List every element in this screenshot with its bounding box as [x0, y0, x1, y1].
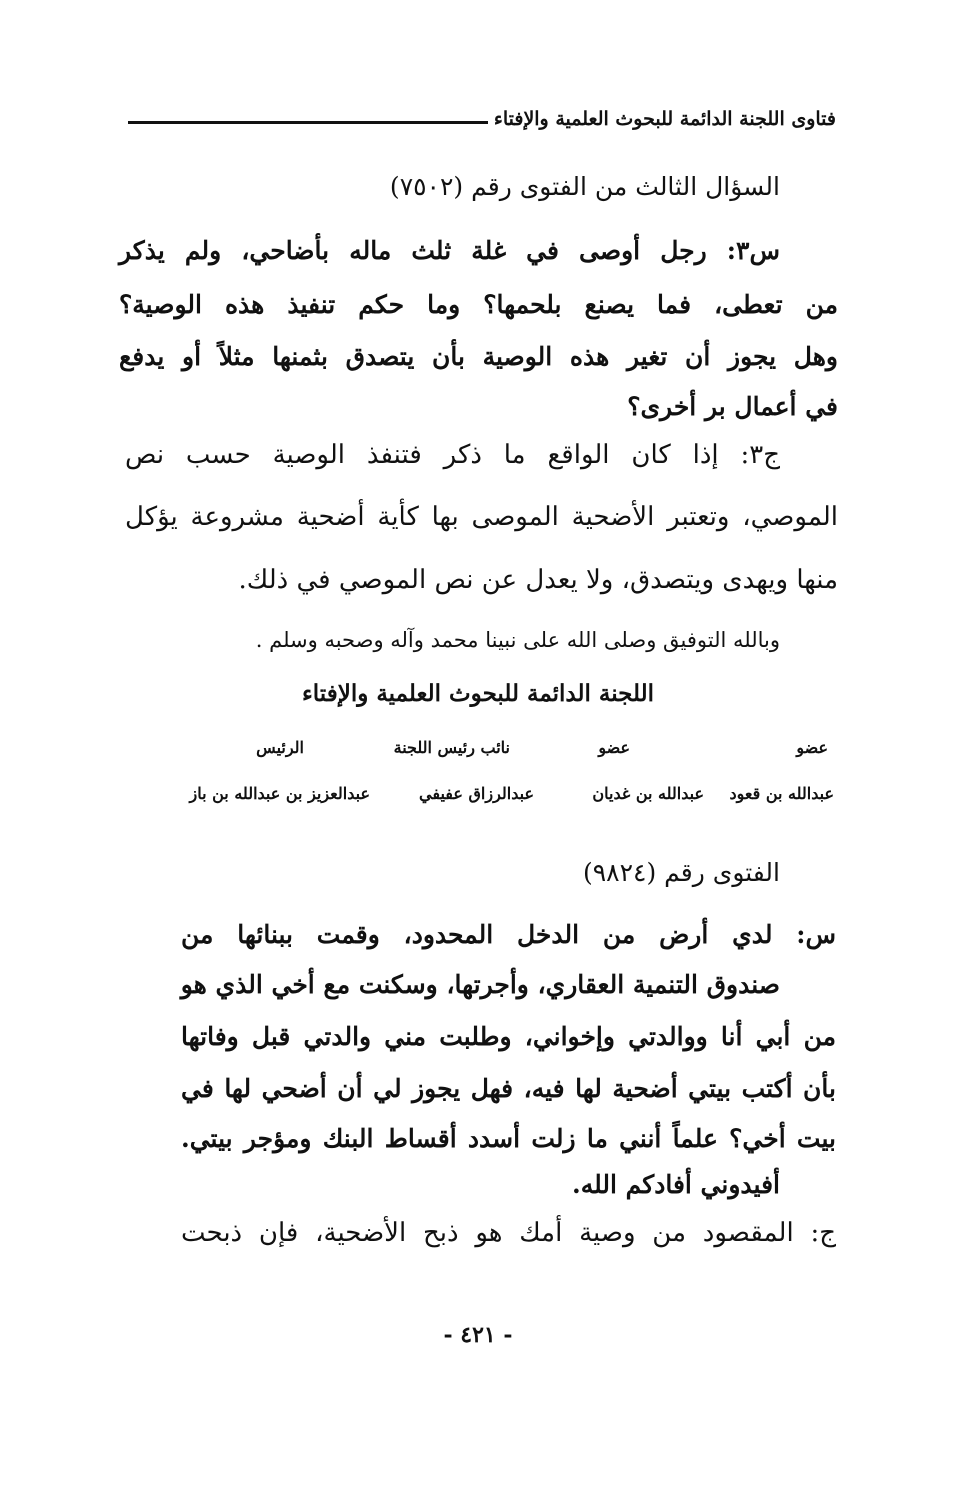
running-header [128, 104, 836, 134]
page-number: - ٤٢١ - [443, 1322, 513, 1348]
fatwa1-question-line-4: في أعمال بر أخرى؟ [627, 392, 838, 421]
signatory-name-3: عبدالرزاق عفيفي [419, 784, 534, 803]
fatwa1-question-line-3: وهل يجوز أن تغير هذه الوصية بأن يتصدق بثمنها مثلاً أو يدفع [119, 342, 838, 371]
fatwa1-answer-line-1: ج٣: إذا كان الواقع ما ذكر فتنفذ الوصية حسب نص [125, 440, 780, 470]
fatwa1-question-line-1: س٣: رجل أوصى في غلة ثلث ماله بأضاحي، ولم يذكر [119, 236, 780, 265]
fatwa2-question-line-5: بيت أخي؟ علماً أنني ما زلت أسدد أقساط البنك ومؤجر بيتي. [181, 1124, 836, 1153]
committee-name: اللجنة الدائمة للبحوث العلمية والإفتاء [301, 680, 655, 707]
fatwa2-question-line-6: أفيدوني أفادكم الله. [572, 1170, 780, 1199]
fatwa1-title: السؤال الثالث من الفتوى رقم (٧٥٠٢) [389, 172, 780, 201]
fatwa2-question-line-3: من أبي أنا ووالدتي وإخواني، وطلبت مني والدتي قبل وفاتها [181, 1022, 836, 1051]
signatory-name-2: عبدالله بن غديان [592, 784, 704, 803]
signatory-role-4: الرئيس [256, 738, 304, 757]
signatory-role-3: نائب رئيس اللجنة [393, 738, 510, 757]
fatwa2-answer-line-1: ج: المقصود من وصية أمك هو ذبح الأضحية، فإن ذبحت [181, 1218, 836, 1248]
signatory-name-1: عبدالله بن قعود [729, 784, 834, 803]
fatwa2-title: الفتوى رقم (٩٨٢٤) [582, 858, 780, 887]
fatwa1-answer-line-3: منها ويهدى ويتصدق، ولا يعدل عن نص الموصي في ذلك. [238, 565, 838, 595]
signatory-role-2: عضو [598, 738, 630, 757]
fatwa2-question-line-4: بأن أكتب بيتي أضحية لها فيه، فهل يجوز لي أن أضحي لها في [181, 1074, 836, 1103]
fatwa2-question-line-2: صندوق التنمية العقاري، وأجرتها، وسكنت مع أخي الذي هو [180, 970, 780, 999]
fatwa1-answer-line-2: الموصي، وتعتبر الأضحية الموصى بها كأية أضحية مشروعة يؤكل [125, 502, 838, 532]
signatory-name-4: عبدالعزيز بن عبدالله بن باز [189, 784, 370, 803]
header-title: فتاوى اللجنة الدائمة للبحوث العلمية والإفتاء [493, 108, 836, 130]
header-rule [128, 121, 488, 124]
fatwa2-question-line-1: س: لدي أرض من الدخل المحدود، وقمت ببنائها من [181, 920, 836, 949]
fatwa1-closing: وبالله التوفيق وصلى الله على نبينا محمد وآله وصحبه وسلم . [255, 628, 780, 652]
fatwa1-question-line-2: من تعطى، فما يصنع بلحمها؟ وما حكم تنفيذ هذه الوصية؟ [119, 290, 838, 319]
signatory-role-1: عضو [796, 738, 828, 757]
